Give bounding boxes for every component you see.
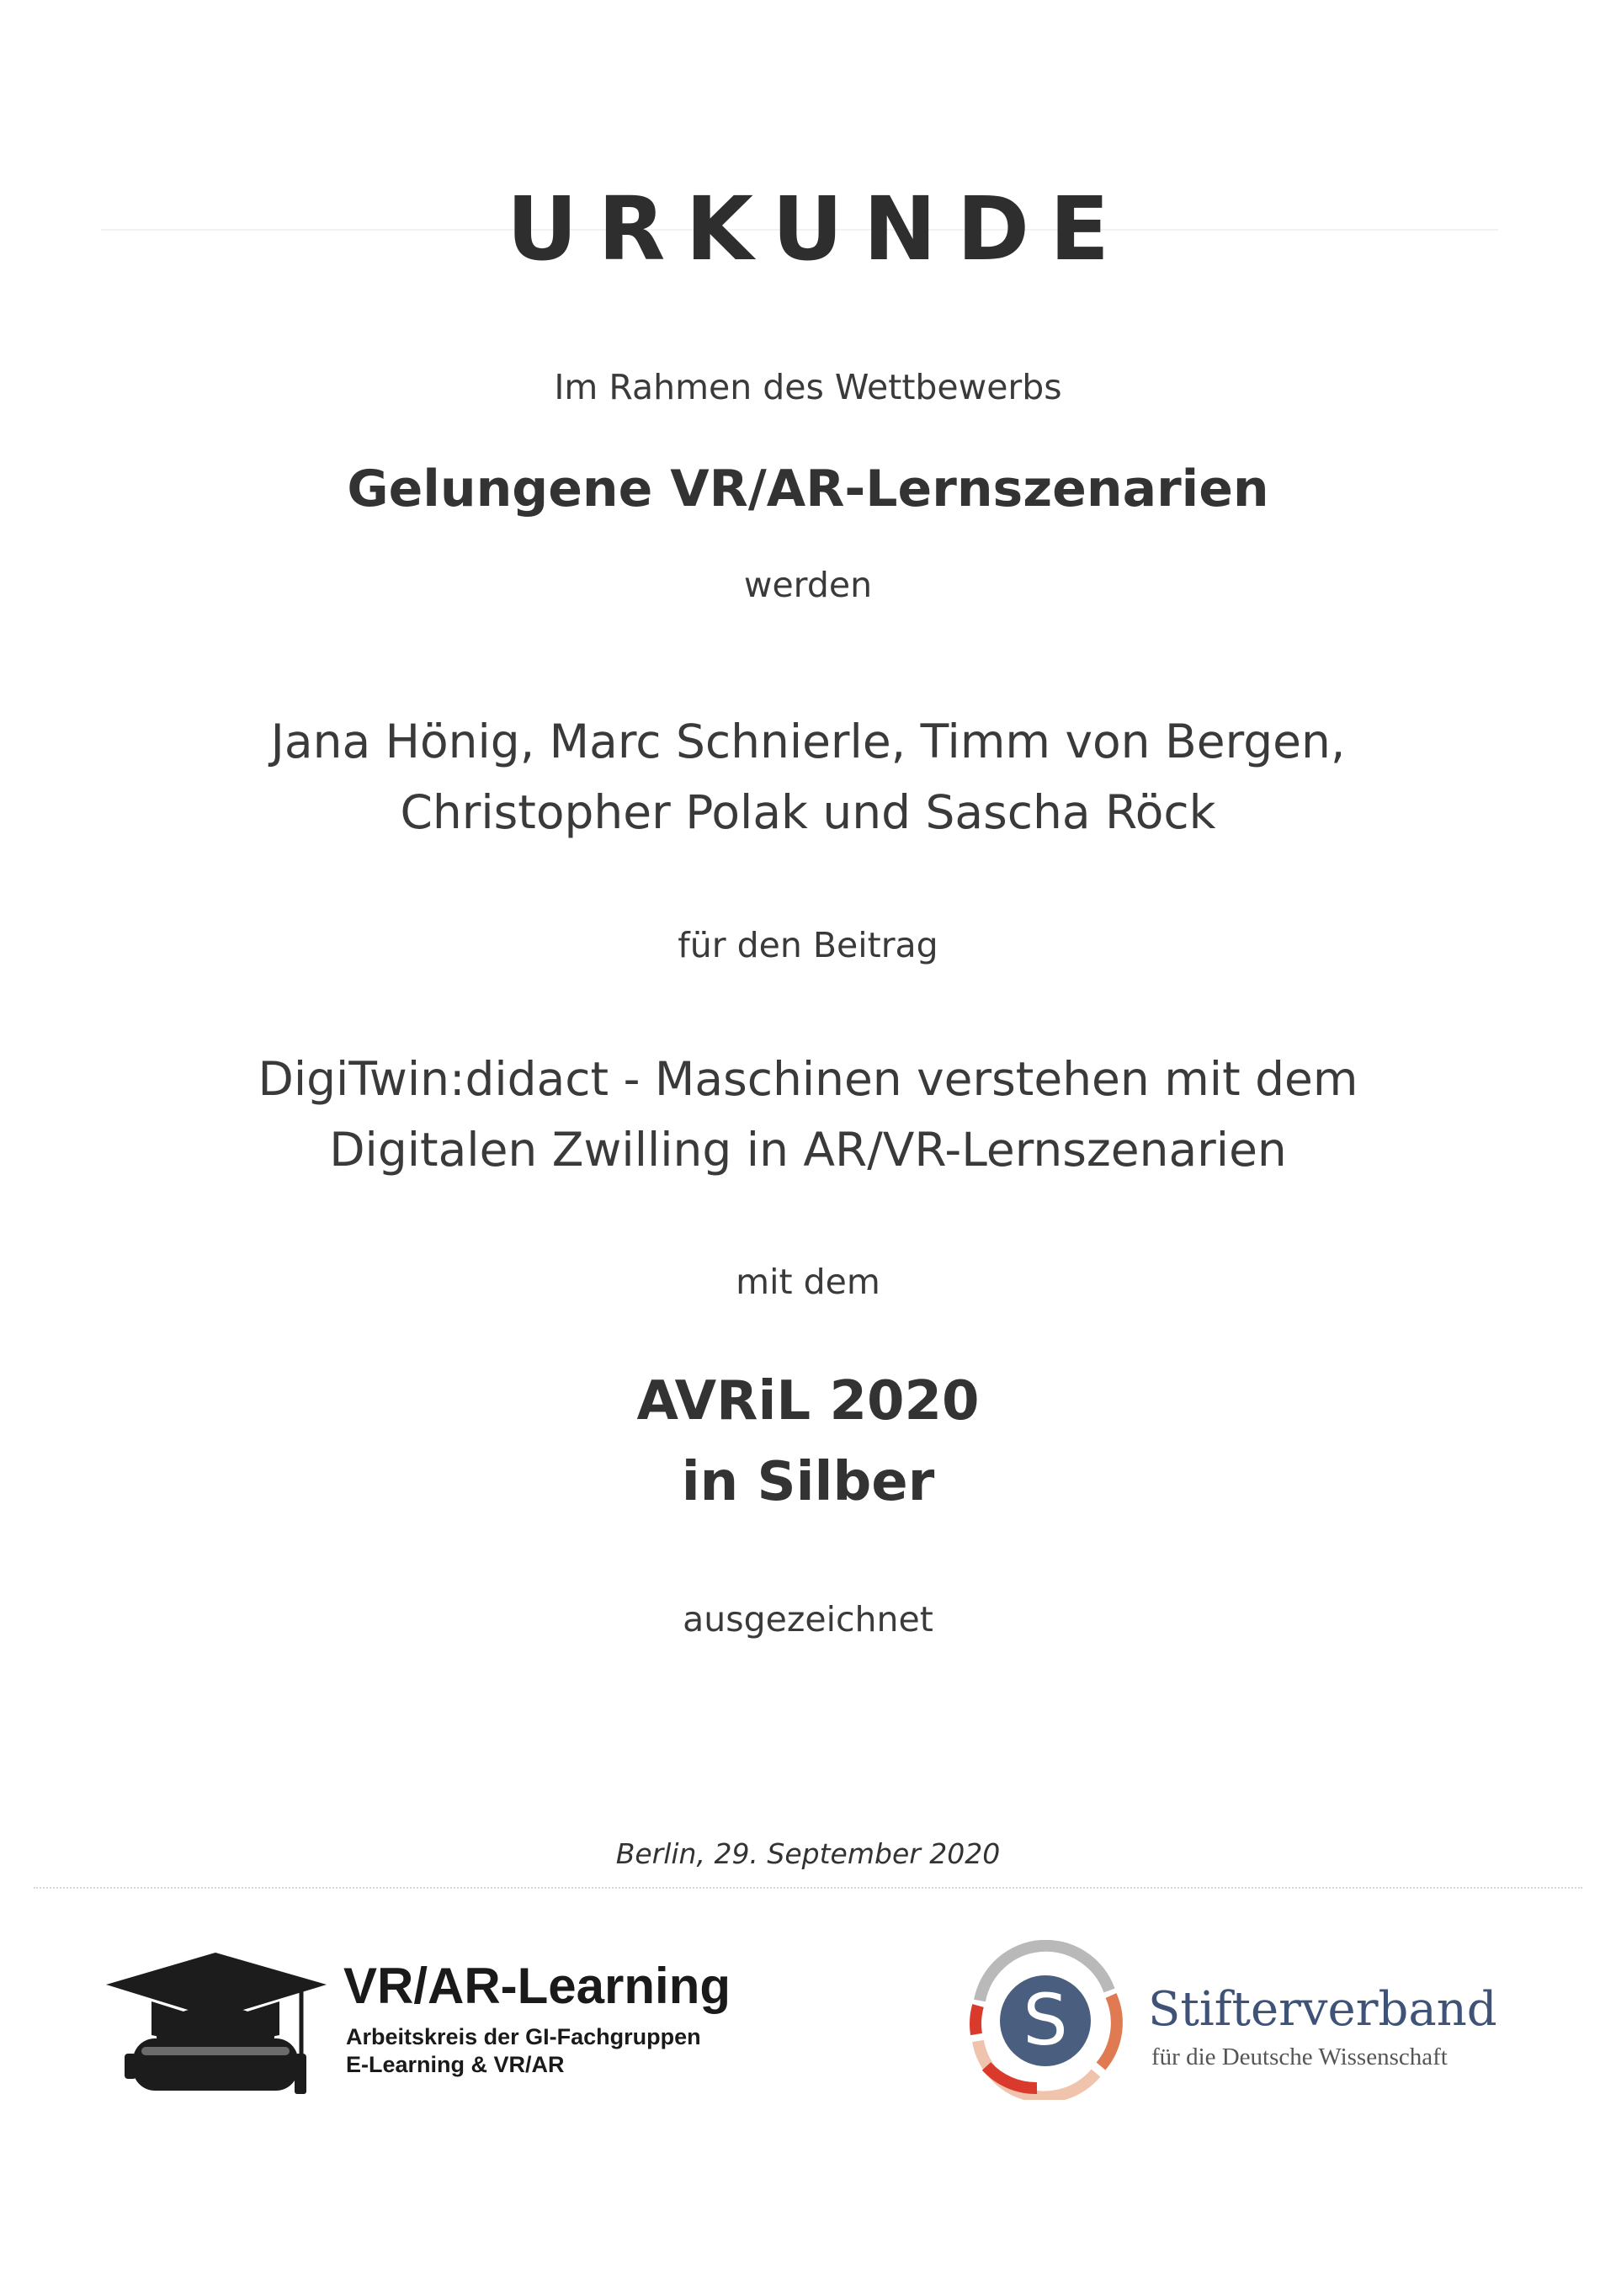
ausgezeichnet-text: ausgezeichnet: [683, 1599, 933, 1640]
fuer-den-beitrag-text: für den Beitrag: [678, 925, 938, 965]
contribution-line-1: DigiTwin:didact - Maschinen verstehen mit dem: [258, 1052, 1358, 1106]
stifterverband-ring-icon: [953, 1940, 1138, 2100]
award-line-1: AVRiL 2020: [636, 1370, 980, 1432]
recipients-line-1: Jana Hönig, Marc Schnierle, Timm von Bergen,: [270, 715, 1346, 768]
vrar-logo-subtitle-1: Arbeitskreis der GI-Fachgruppen: [346, 2024, 701, 2049]
stifterverband-subtitle: für die Deutsche Wissenschaft: [1151, 2044, 1448, 2070]
graduation-cap-vr-headset-icon: [99, 1936, 335, 2104]
stifterverband-letter: S: [1023, 1979, 1068, 2061]
mit-dem-text: mit dem: [736, 1262, 880, 1302]
certificate-title: URKUNDE: [506, 178, 1130, 280]
date-place: Berlin, 29. September 2020: [615, 1837, 1001, 1870]
intro-text: Im Rahmen des Wettbewerbs: [554, 367, 1062, 407]
vrar-learning-logo: [99, 1936, 815, 2104]
stifterverband-logo: [953, 1940, 1542, 2100]
vrar-logo-subtitle-2: E-Learning & VR/AR: [346, 2052, 565, 2077]
contribution-line-2: Digitalen Zwilling in AR/VR-Lernszenarien: [329, 1123, 1287, 1177]
vrar-logo-title: VR/AR-Learning: [343, 1958, 731, 2014]
competition-name: Gelungene VR/AR-Lernszenarien: [347, 460, 1269, 518]
werden-text: werden: [743, 565, 873, 605]
divider: [34, 1887, 1582, 1889]
recipients-line-2: Christopher Polak und Sascha Röck: [400, 785, 1216, 839]
award-line-2: in Silber: [681, 1451, 935, 1513]
stifterverband-name: Stifterverband: [1148, 1982, 1497, 2037]
